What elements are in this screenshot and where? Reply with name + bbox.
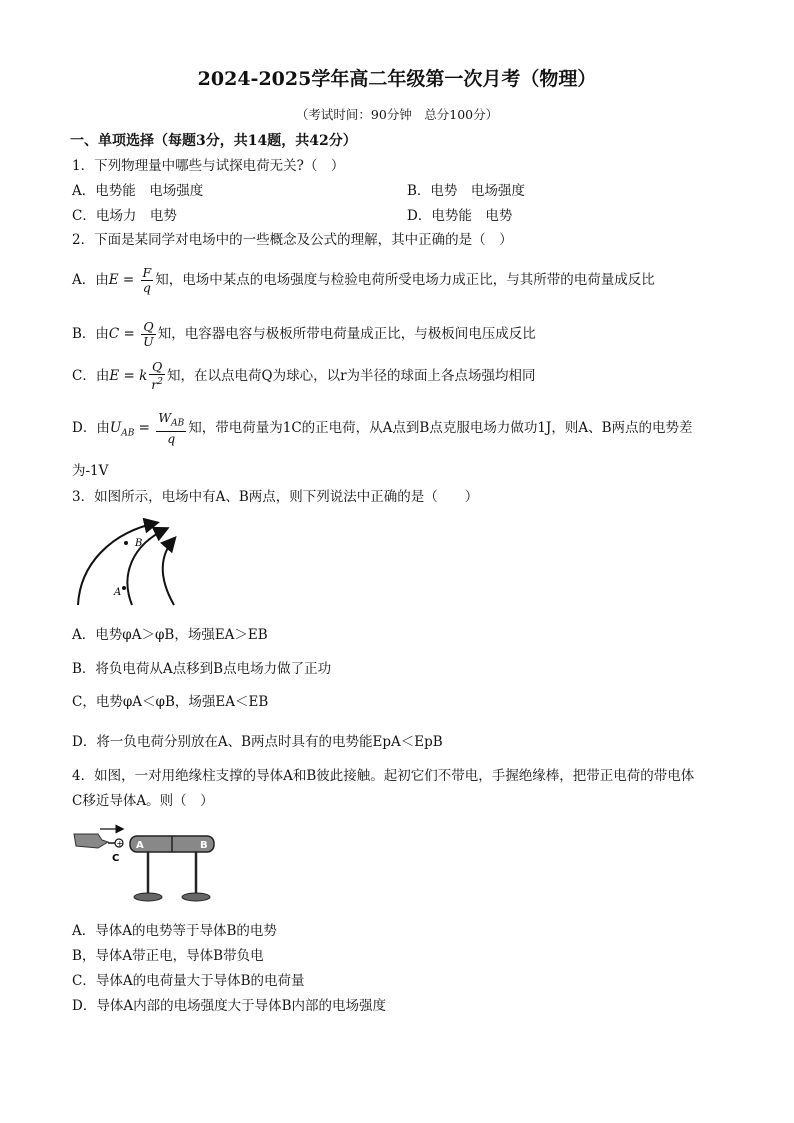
formula: $U_{AB}$ [109,419,135,439]
svg-text:+: + [116,839,124,848]
q1-option-d: D．电势能 电势 [407,208,513,224]
q2-stem: 2．下面是某同学对电场中的一些概念及公式的理解，其中正确的是（ ） [72,232,513,248]
electric-field-lines-figure [70,515,190,610]
hand-icon [74,834,108,848]
fraction: $\frac{F}{q}$ [142,265,152,295]
fraction: $\frac{W_{AB}}{q}$ [158,410,185,446]
q2-option-d-continued: 为-1V [72,463,109,479]
formula: E [109,368,120,384]
q4-stem-line1: 4．如图，一对用绝缘柱支撑的导体A和B彼此接触。起初它们不带电，手握绝缘棒，把带正电荷的带电体 [72,768,695,784]
formula: C [108,326,120,342]
q4-option-b: B，导体A带正电，导体B带负电 [72,948,264,964]
option-prefix: A．由 [72,272,109,288]
q1-option-c: C．电场力 电势 [72,208,177,224]
q2-option-a: A．由E = $\frac{F}{q}$ 知，电场中某点的电场强度与检验电荷所受电场力成正比，与其所带的电荷量成反比 [72,265,655,295]
exam-info: （考试时间：90分钟 总分100分） [295,107,499,122]
option-text: 知，带电荷量为1C的正电荷，从A点到B点克服电场力做功1J，则A、B两点的电势差 [188,419,693,436]
q4-stem-line2: C移近导体A。则（ ） [72,793,214,809]
option-prefix: B．由 [72,326,109,342]
conductor-a-label: A [136,840,144,851]
option-text: 知，在以点电荷Q为球心，以r为半径的球面上各点场强均相同 [167,368,536,384]
option-prefix: C．由 [72,368,110,384]
q2-option-c: C．由E = k $\frac{Q}{r^2}$ 知，在以点电荷Q为球心，以r为半径的球面上各点场强均相同 [72,359,536,393]
section-heading: 一、单项选择（每题3分，共14题，共42分） [70,133,357,149]
q2-option-d: D．由$U_{AB}$ = $\frac{W_{AB}}{q}$ 知，带电荷量为1C的正电荷，从A点到B点克服电场力做功1J，则A、B两点的电势差 [72,410,693,446]
formula: E [108,272,119,288]
q4-option-c: C．导体A的电荷量大于导体B的电荷量 [72,973,305,989]
q1-stem: 1．下列物理量中哪些与试探电荷无关?（ ） [72,158,345,174]
q3-stem: 3．如图所示，电场中有A、B两点，则下列说法中正确的是（ ） [72,489,479,505]
point-b-label: B [135,538,143,549]
option-text: 知，电容器电容与极板所带电荷量成正比，与极板间电压成反比 [157,326,536,342]
fraction: $\frac{Q}{r^2}$ [151,359,164,393]
option-text: 知，电场中某点的电场强度与检验电荷所受电场力成正比，与其所带的电荷量成反比 [155,272,655,288]
q3-option-a: A．电势φA＞φB，场强EA＞EB [72,627,268,643]
q2-option-b: B．由C = $\frac{Q}{U}$ 知，电容器电容与极板所带电荷量成正比，与极板间电压成反比 [72,319,536,349]
option-prefix: D．由 [72,419,110,436]
q3-option-b: B．将负电荷从A点移到B点电场力做了正功 [72,661,332,677]
q4-option-d: D．导体A内部的电场强度大于导体B内部的电场强度 [72,998,386,1014]
charged-body-c-label: C [112,853,120,864]
fraction: $\frac{Q}{U}$ [143,319,154,349]
q3-option-c: C，电势φA＜φB，场强EA＜EB [72,694,269,710]
q3-option-d: D．将一负电荷分别放在A、B两点时具有的电势能EpA＜EpB [72,734,443,750]
q1-option-a: A．电势能 电场强度 [72,183,204,199]
q4-option-a: A．导体A的电势等于导体B的电势 [72,923,277,939]
conductor-b-label: B [200,840,208,851]
page-title: 2024-2025学年高二年级第一次月考（物理） [197,68,597,90]
point-a-label: A [114,587,122,598]
q1-option-b: B．电势 电场强度 [407,183,525,199]
conductor-experiment-figure [72,822,222,904]
